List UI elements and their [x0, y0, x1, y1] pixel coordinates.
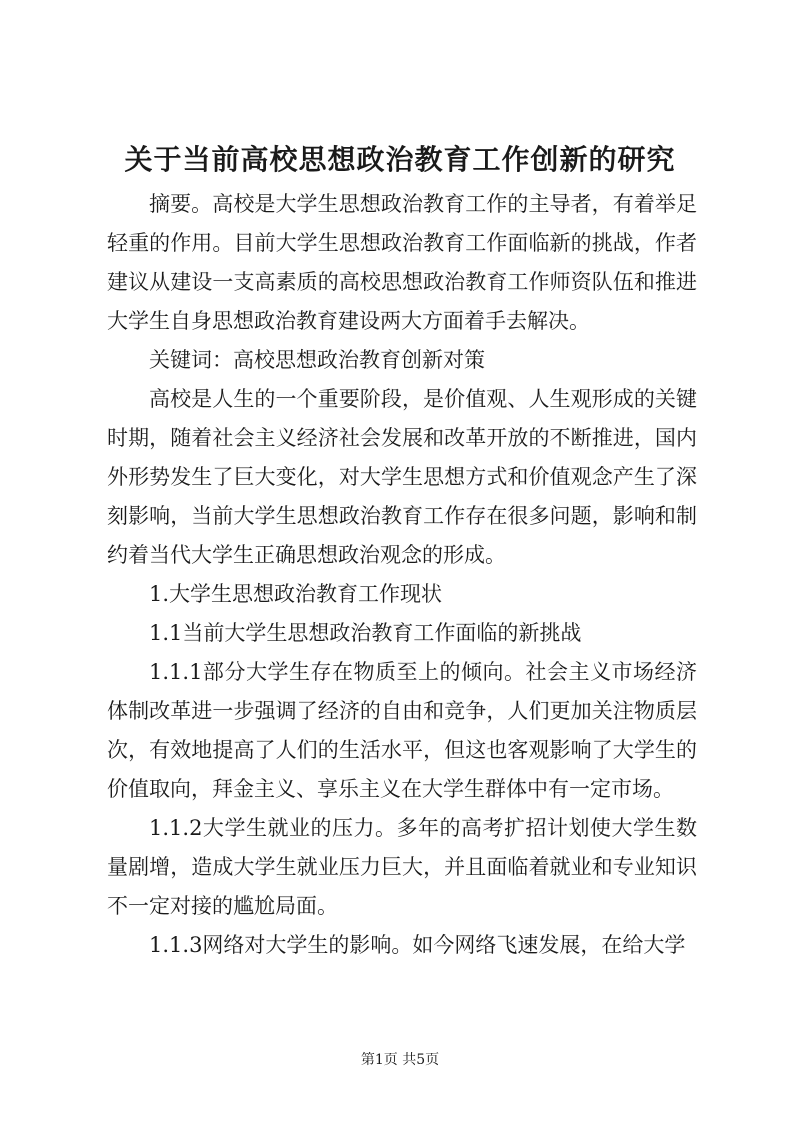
- paragraph-1-1-2: 1.1.2大学生就业的压力。多年的高考扩招计划使大学生数量剧增，造成大学生就业压力巨大，并且面临着就业和专业知识不一定对接的尴尬局面。: [107, 816, 697, 918]
- section-heading-1-1: 1.1当前大学生思想政治教育工作面临的新挑战: [149, 621, 582, 645]
- page-number: 第1页 共5页: [360, 1052, 440, 1068]
- paragraph-1-1-1: 1.1.1部分大学生存在物质至上的倾向。社会主义市场经济体制改革进一步强调了经济的自由和竞争，人们更加关注物质层次，有效地提高了人们的生活水平，但这也客观影响了大学生的价值取向，拜金主义、享乐主义在大学生群体中有一定市场。: [107, 660, 697, 801]
- keywords-paragraph: 关键词：高校思想政治教育创新对策: [149, 348, 485, 372]
- document-body: [107, 185, 697, 965]
- section-heading-1: 1.大学生思想政治教育工作现状: [149, 582, 443, 606]
- intro-paragraph: 高校是人生的一个重要阶段，是价值观、人生观形成的关键时期，随着社会主义经济社会发展和改革开放的不断推进，国内外形势发生了巨大变化，对大学生思想方式和价值观念产生了深刻影响，当前大学生思想政治教育工作存在很多问题，影响和制约着当代大学生正确思想政治观念的形成。: [107, 387, 697, 567]
- page-footer: [0, 1050, 800, 1070]
- document-title: 关于当前高校思想政治教育工作创新的研究: [124, 143, 676, 176]
- abstract-paragraph: 摘要。高校是大学生思想政治教育工作的主导者，有着举足轻重的作用。目前大学生思想政治教育工作面临新的挑战，作者建议从建设一支高素质的高校思想政治教育工作师资队伍和推进大学生自身思想政治教育建设两大方面着手去解决。: [107, 192, 697, 333]
- paragraph-1-1-3: 1.1.3网络对大学生的影响。如今网络飞速发展，在给大学: [149, 933, 686, 957]
